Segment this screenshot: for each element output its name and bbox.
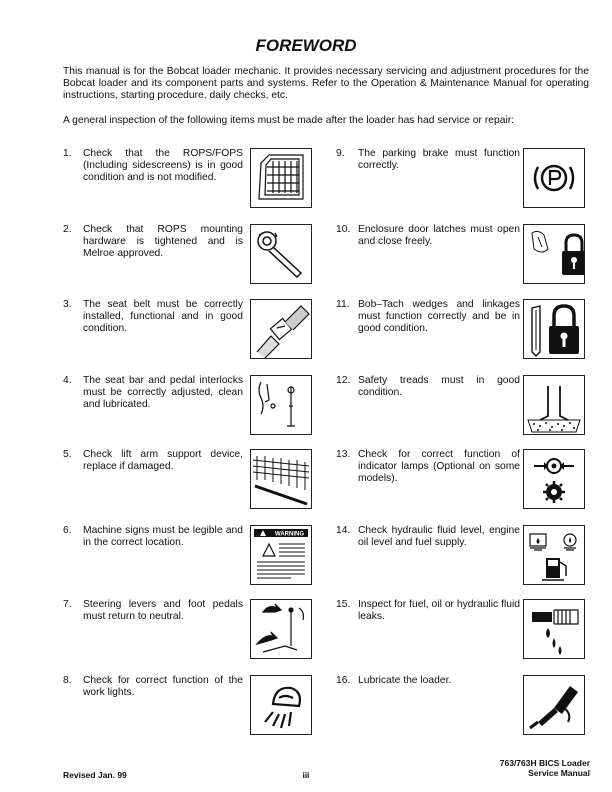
- item-number: 13.: [336, 449, 351, 460]
- item-number: 11.: [336, 299, 350, 310]
- door-latch-lock-icon: [523, 224, 585, 284]
- item-text: Inspect for fuel, oil or hydraulic fluid leaks.: [358, 599, 520, 622]
- warning-sign-label: WARNING: [275, 531, 304, 538]
- revision-date: Revised Jan. 99: [63, 770, 127, 780]
- item-number: 1.: [63, 148, 72, 159]
- safety-tread-icon: [523, 375, 585, 435]
- rops-cab-icon: [250, 148, 312, 208]
- page-title: FOREWORD: [255, 36, 357, 55]
- item-number: 8.: [63, 675, 72, 686]
- fluid-leak-icon: [523, 599, 585, 659]
- grease-gun-icon: [523, 675, 585, 735]
- item-text: Check hydraulic fluid level, engine oil level and fuel supply.: [358, 525, 520, 548]
- item-text: Enclosure door latches must open and close freely.: [358, 224, 520, 247]
- item-text: Machine signs must be legible and in the correct location.: [83, 525, 243, 548]
- item-text: Safety treads must in good condition.: [358, 375, 520, 398]
- steering-levers-icon: [250, 599, 312, 659]
- item-text: Lubricate the loader.: [358, 675, 452, 686]
- item-number: 12.: [336, 375, 351, 386]
- parking-brake-icon: [523, 148, 585, 208]
- item-number: 5.: [63, 449, 72, 460]
- wrench-icon: [250, 224, 312, 284]
- fluid-levels-icon: [523, 525, 585, 585]
- item-text: The seat bar and pedal interlocks must be correctly adjusted, clean and lubricated.: [83, 375, 243, 410]
- item-text: Check that ROPS mounting hardware is tightened and is Melroe approved.: [83, 224, 243, 259]
- intro-paragraph: This manual is for the Bobcat loader mechanic. It provides necessary servicing and adjustment procedures for the Bobcat loader and its component parts and systems. Refer to the Operation & Maintenance Manual for operating instructions, starting procedure, daily checks, etc.: [63, 66, 589, 101]
- item-number: 16.: [336, 675, 351, 686]
- item-text: Check that the ROPS/FOPS (Including sidescreens) is in good condition and is not modified.: [83, 148, 243, 183]
- item-number: 4.: [63, 375, 72, 386]
- item-number: 6.: [63, 525, 72, 536]
- item-number: 7.: [63, 599, 72, 610]
- warning-sign-icon: [250, 525, 312, 585]
- item-text: Check lift arm support device, replace if damaged.: [83, 449, 243, 472]
- item-number: 9.: [336, 148, 345, 159]
- page-number: iii: [302, 770, 310, 780]
- item-text: Bob–Tach wedges and linkages must function correctly and be in good condition.: [358, 299, 520, 334]
- bob-tach-wedge-lock-icon: [523, 299, 585, 359]
- model-name: 763/763H BICS Loader: [499, 758, 590, 768]
- work-light-icon: [250, 675, 312, 735]
- indicator-lamps-icon: [523, 449, 585, 509]
- item-number: 3.: [63, 299, 72, 310]
- item-number: 14.: [336, 525, 351, 536]
- seat-bar-interlock-icon: [250, 375, 312, 435]
- item-number: 10.: [336, 224, 351, 235]
- item-number: 15.: [336, 599, 351, 610]
- manual-name: Service Manual: [528, 768, 590, 778]
- item-number: 2.: [63, 224, 72, 235]
- item-text: The seat belt must be correctly installed, functional and in good condition.: [83, 299, 243, 334]
- manual-identifier: [500, 758, 590, 778]
- lift-arm-support-icon: [250, 449, 312, 509]
- inspection-lead: A general inspection of the following items must be made after the loader has had service or repair:: [63, 115, 515, 126]
- item-text: Check for correct function of the work lights.: [83, 675, 243, 698]
- seat-belt-icon: [250, 299, 312, 359]
- item-text: Steering levers and foot pedals must return to neutral.: [83, 599, 243, 622]
- item-text: Check for correct function of indicator lamps (Optional on some models).: [358, 449, 520, 484]
- item-text: The parking brake must function correctly.: [358, 148, 520, 171]
